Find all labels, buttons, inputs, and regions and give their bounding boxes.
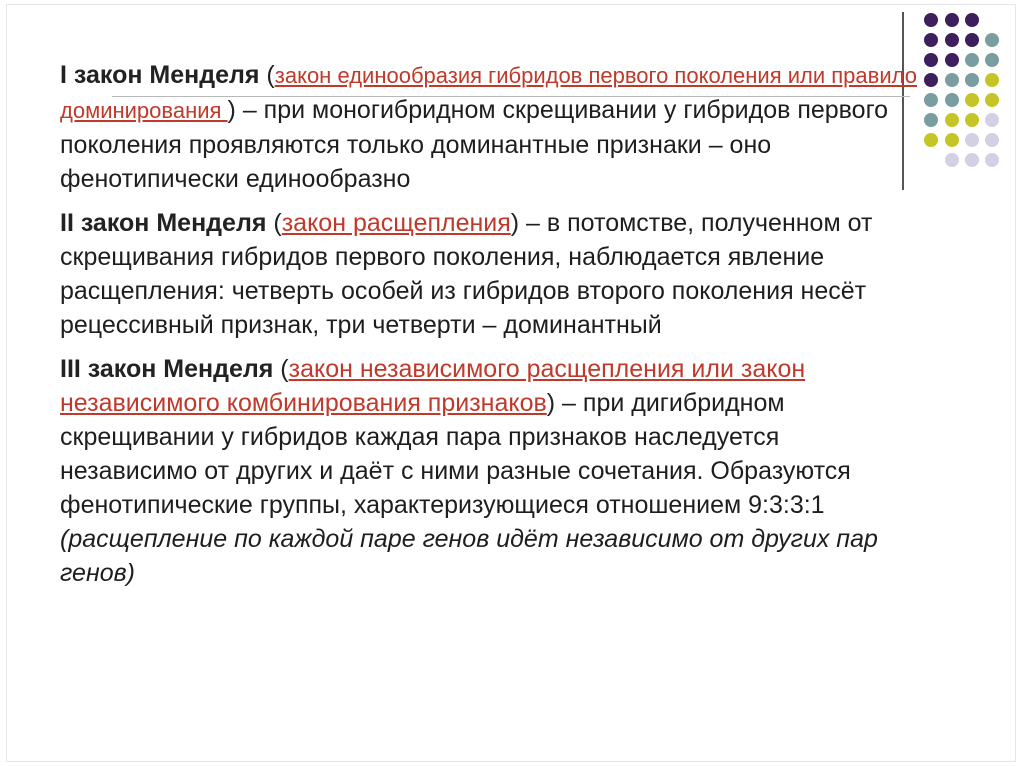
law-3-paragraph — [60, 352, 920, 590]
decor-dot — [965, 33, 979, 47]
decor-dot — [945, 13, 959, 27]
decor-dot — [985, 113, 999, 127]
decor-dot — [985, 53, 999, 67]
law-2-link[interactable]: закон расщепления — [281, 209, 511, 237]
decor-dot — [924, 73, 938, 87]
decor-dot — [924, 53, 938, 67]
decor-dot — [945, 53, 959, 67]
decor-dot — [985, 33, 999, 47]
law-1-link[interactable]: закон единообразия гибридов первого поколения или правило доминирования — [60, 63, 917, 123]
law-1-paragraph — [60, 58, 920, 196]
decor-dot — [985, 73, 999, 87]
decor-dot — [965, 73, 979, 87]
law-3-open-paren: ( — [273, 355, 289, 383]
decor-dot — [924, 113, 938, 127]
law-1-close-paren: ) — [227, 96, 236, 124]
decor-dot — [985, 153, 999, 167]
decor-dot — [985, 93, 999, 107]
decor-dot — [924, 13, 938, 27]
decor-dot — [965, 133, 979, 147]
slide-content — [60, 58, 920, 600]
decor-dot — [985, 133, 999, 147]
law-1-text: – при моногибридном скрещивании у гибридов первого поколения проявляются только доминантные признаки – оно фенотипически единообразно — [60, 96, 889, 193]
law-2-open-paren: ( — [266, 209, 282, 237]
decor-dot — [965, 113, 979, 127]
law-3-link[interactable]: закон независимого расщепления или закон независимого комбинирования признаков — [60, 355, 806, 417]
decor-dot — [924, 93, 938, 107]
decor-dot — [945, 93, 959, 107]
law-3-italic-note: (расщепление по каждой паре генов идёт независимо от других пар генов) — [60, 525, 878, 587]
law-3-title: III закон Менделя — [60, 355, 274, 383]
law-2-close-paren: ) — [510, 209, 520, 237]
law-1-title: I закон Менделя — [60, 61, 260, 89]
decor-dot — [965, 53, 979, 67]
law-2-text: – в потомстве, полученном от скрещивания гибридов первого поколения, наблюдается явление расщепления: четверть особей из гибридов второго поколения несёт рецессивный признак, три четверти – доминантный — [60, 209, 873, 339]
law-1-open-paren: ( — [259, 61, 275, 89]
decor-dot — [945, 153, 959, 167]
decor-dot — [945, 133, 959, 147]
decor-dot — [945, 73, 959, 87]
decor-dot — [965, 93, 979, 107]
decor-dot — [945, 33, 959, 47]
decor-dot — [965, 13, 979, 27]
law-3-close-paren: ) — [546, 389, 556, 417]
decor-dot — [965, 153, 979, 167]
decor-dot — [924, 133, 938, 147]
law-2-paragraph — [60, 206, 920, 342]
law-2-title: II закон Менделя — [60, 209, 267, 237]
decor-dot — [924, 33, 938, 47]
law-3-text: – при дигибридном скрещивании у гибридов каждая пара признаков наследуется независимо от других и даёт с ними разные сочетания. Образуются фенотипические группы, характеризующиеся отношением 9:3:3:1 — [60, 389, 851, 519]
decor-dot — [945, 113, 959, 127]
